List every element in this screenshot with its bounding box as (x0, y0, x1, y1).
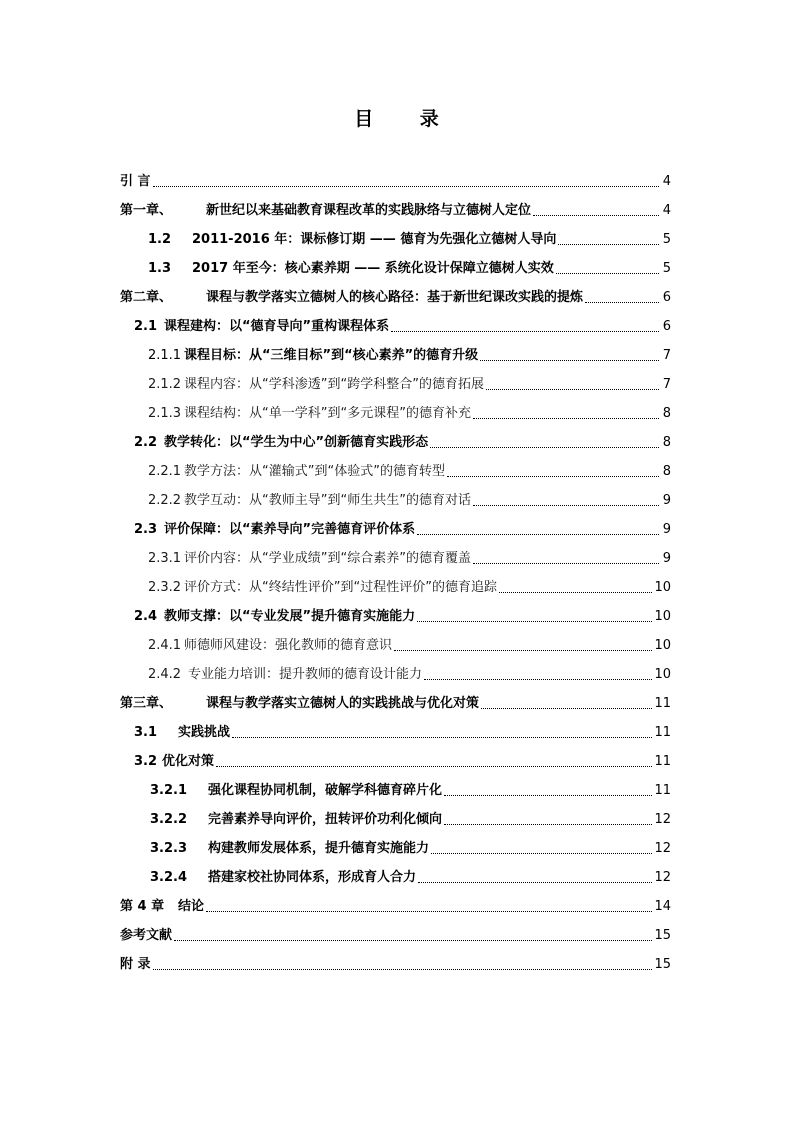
toc-title: 目 录 (354, 108, 459, 130)
toc-entry-label (120, 174, 151, 190)
toc-page-number: 8 (662, 464, 671, 479)
toc-entry-text: 参考文献 (120, 928, 173, 943)
toc-entry-label (148, 232, 556, 248)
toc-leader (391, 321, 659, 332)
toc-entry[interactable] (120, 741, 671, 770)
toc-entry[interactable] (120, 886, 671, 915)
toc-entry-label (134, 319, 389, 335)
toc-entry-number: 第二章、 (120, 290, 173, 305)
toc-leader (418, 872, 652, 883)
toc-entry[interactable] (120, 219, 671, 248)
toc-entry-label (148, 377, 484, 393)
toc-entry-label (148, 261, 554, 277)
toc-leader (206, 901, 652, 912)
toc-entry[interactable] (120, 799, 671, 828)
toc-page-number: 9 (662, 522, 671, 537)
toc-entry[interactable] (120, 277, 671, 306)
toc-entry-number: 3.2 (134, 754, 158, 769)
toc-entry-text: 课程结构：从“单一学科”到“多元课程”的德育补充 (184, 406, 471, 421)
toc-entry[interactable] (120, 364, 671, 393)
toc-entry[interactable] (120, 190, 671, 219)
toc-entry[interactable] (120, 915, 671, 944)
toc-page-number: 15 (654, 957, 671, 972)
toc-entry-number: 1.3 (148, 261, 172, 276)
toc-entry-number: 2.2.1 (148, 464, 182, 479)
toc-leader (473, 408, 659, 419)
toc-entry-number: 3.2.2 (150, 812, 188, 827)
toc-entry[interactable] (120, 683, 671, 712)
toc-leader (394, 640, 652, 651)
toc-entry[interactable] (120, 654, 671, 683)
toc-page-number: 10 (654, 638, 671, 653)
toc-entry-label (150, 812, 442, 828)
toc-entry-number: 3.2.3 (150, 841, 188, 856)
toc-leader (430, 437, 659, 448)
toc-entry-text: 教学互动：从“教师主导”到“师生共生”的德育对话 (184, 493, 471, 508)
toc-entry-number: 2.1.1 (148, 348, 182, 363)
toc-leader (424, 669, 652, 680)
toc-page-number: 11 (654, 783, 671, 798)
toc-leader (431, 843, 652, 854)
toc-entry-label (134, 754, 214, 770)
toc-leader (447, 466, 659, 477)
toc-entry-label (120, 203, 531, 219)
toc-entry-label (134, 609, 415, 625)
toc-entry[interactable] (120, 944, 671, 973)
toc-entry-text: 强化课程协同机制，破解学科德育碎片化 (208, 783, 443, 798)
toc-leader (444, 785, 652, 796)
toc-entry[interactable] (120, 770, 671, 799)
toc-page-number: 5 (662, 261, 671, 276)
toc-entry[interactable] (120, 712, 671, 741)
toc-entry-number: 2.4.1 (148, 638, 182, 653)
toc-leader (444, 814, 652, 825)
toc-page-number: 10 (654, 667, 671, 682)
toc-entry[interactable] (120, 393, 671, 422)
toc-entry[interactable] (120, 422, 671, 451)
toc-entry-number: 2.2.2 (148, 493, 182, 508)
toc-entry-text: 课程目标：从“三维目标”到“核心素养”的德育升级 (184, 348, 479, 363)
toc-entry[interactable] (120, 567, 671, 596)
toc-entry-number: 3.2.1 (150, 783, 188, 798)
toc-entry-number: 2.3 (134, 522, 158, 537)
toc-entry-text: 课程建构：以“德育导向”重构课程体系 (164, 319, 390, 334)
toc-page-number: 12 (654, 841, 671, 856)
toc-entry-label (148, 580, 497, 596)
toc-page-number: 6 (662, 319, 671, 334)
toc-entry-number: 第一章、 (120, 203, 173, 218)
toc-entry-number: 2.3.1 (148, 551, 182, 566)
toc-leader (473, 553, 659, 564)
toc-entry-label (120, 899, 204, 915)
toc-entry-label (134, 522, 415, 538)
toc-entry-number: 2.1.2 (148, 377, 182, 392)
toc-entry-label (120, 290, 583, 306)
toc-entry-number: 第三章、 (120, 696, 173, 711)
toc-entry-label (148, 638, 392, 654)
toc-leader (153, 176, 659, 187)
toc-entry-label (148, 348, 478, 364)
toc-entry-number: 3.1 (134, 725, 158, 740)
toc-entry-label (148, 667, 422, 683)
toc-entry-text: 专业能力培训：提升教师的德育设计能力 (188, 667, 423, 682)
toc-entry[interactable] (120, 335, 671, 364)
toc-entry-number: 第 4 章 (120, 899, 165, 914)
toc-leader (153, 959, 653, 970)
toc-leader (499, 582, 653, 593)
toc-page-number: 11 (654, 725, 671, 740)
toc-entry[interactable] (120, 625, 671, 654)
toc-page-number: 11 (654, 696, 671, 711)
toc-leader (216, 756, 652, 767)
toc-leader (585, 292, 659, 303)
toc-entry[interactable] (120, 480, 671, 509)
toc-entry-text: 新世纪以来基础教育课程改革的实践脉络与立德树人定位 (206, 203, 532, 218)
toc-entry-number: 2.2 (134, 435, 158, 450)
toc-leader (486, 379, 659, 390)
toc-entry-text: 引 言 (120, 174, 151, 189)
toc-page-number: 14 (654, 899, 671, 914)
toc-entry-number: 2.4 (134, 609, 158, 624)
toc-page-number: 8 (662, 406, 671, 421)
toc-entry-text: 课程内容：从“学科渗透”到“跨学科整合”的德育拓展 (184, 377, 484, 392)
toc-entry-label (148, 406, 471, 422)
toc-leader (232, 727, 652, 738)
toc-leader (481, 698, 652, 709)
toc-page-number: 5 (662, 232, 671, 247)
toc-entry-text: 完善素养导向评价，扭转评价功利化倾向 (208, 812, 443, 827)
table-of-contents (120, 161, 671, 973)
toc-entry-text: 课程与教学落实立德树人的实践挑战与优化对策 (206, 696, 480, 711)
toc-entry-text: 2011-2016 年：课标修订期 —— 德育为先强化立德树人导向 (192, 232, 557, 247)
toc-entry[interactable] (120, 509, 671, 538)
toc-entry-text: 评价内容：从“学业成绩”到“综合素养”的德育覆盖 (184, 551, 471, 566)
toc-leader (533, 205, 659, 216)
toc-leader (556, 263, 659, 274)
toc-entry-text: 构建教师发展体系，提升德育实施能力 (208, 841, 430, 856)
toc-page-number: 8 (662, 435, 671, 450)
toc-entry[interactable] (120, 596, 671, 625)
toc-entry-text: 搭建家校社协同体系，形成育人合力 (208, 870, 417, 885)
toc-page-number: 7 (662, 348, 671, 363)
toc-entry-number: 2.3.2 (148, 580, 182, 595)
toc-page-number: 15 (654, 928, 671, 943)
toc-entry-text: 结论 (178, 899, 205, 914)
toc-entry[interactable] (120, 857, 671, 886)
toc-page-number: 12 (654, 812, 671, 827)
toc-page-number: 7 (662, 377, 671, 392)
toc-leader (417, 524, 659, 535)
toc-leader (480, 350, 659, 361)
toc-entry[interactable] (120, 161, 671, 190)
toc-entry[interactable] (120, 306, 671, 335)
toc-entry[interactable] (120, 248, 671, 277)
toc-page-number: 12 (654, 870, 671, 885)
toc-page-number: 10 (654, 609, 671, 624)
toc-entry-label (120, 928, 172, 944)
toc-entry-number: 1.2 (148, 232, 172, 247)
toc-entry-text: 教师支撑：以“专业发展”提升德育实施能力 (164, 609, 416, 624)
toc-entry[interactable] (120, 538, 671, 567)
toc-entry-label (150, 841, 429, 857)
toc-entry[interactable] (120, 451, 671, 480)
toc-entry-text: 教学方法：从“灌输式”到“体验式”的德育转型 (184, 464, 445, 479)
toc-entry-label (134, 435, 428, 451)
toc-page-number: 9 (662, 493, 671, 508)
toc-entry-label (148, 464, 445, 480)
toc-page-number: 6 (662, 290, 671, 305)
toc-entry-text: 附 录 (120, 957, 151, 972)
toc-entry-label (148, 551, 471, 567)
toc-entry-text: 评价方式：从“终结性评价”到“过程性评价”的德育追踪 (184, 580, 497, 595)
toc-page-number: 10 (654, 580, 671, 595)
toc-entry-number: 2.1.3 (148, 406, 182, 421)
toc-entry-text: 优化对策 (162, 754, 215, 769)
toc-page-number: 11 (654, 754, 671, 769)
toc-entry-label (150, 783, 442, 799)
toc-leader (174, 930, 652, 941)
toc-page-number: 4 (662, 203, 671, 218)
toc-entry-number: 3.2.4 (150, 870, 188, 885)
toc-leader (473, 495, 659, 506)
toc-entry-text: 教学转化：以“学生为中心”创新德育实践形态 (164, 435, 429, 450)
toc-page-number: 4 (662, 174, 671, 189)
toc-entry[interactable] (120, 828, 671, 857)
toc-entry-label (120, 957, 151, 973)
toc-entry-text: 评价保障：以“素养导向”完善德育评价体系 (164, 522, 416, 537)
toc-entry-text: 课程与教学落实立德树人的核心路径：基于新世纪课改实践的提炼 (206, 290, 584, 305)
toc-entry-text: 师德师风建设：强化教师的德育意识 (184, 638, 393, 653)
toc-entry-label (150, 870, 416, 886)
toc-leader (558, 234, 659, 245)
toc-entry-number: 2.1 (134, 319, 158, 334)
toc-entry-text: 实践挑战 (178, 725, 231, 740)
toc-page-number: 9 (662, 551, 671, 566)
toc-entry-text: 2017 年至今：核心素养期 —— 系统化设计保障立德树人实效 (192, 261, 554, 276)
toc-entry-label (120, 696, 479, 712)
toc-entry-label (134, 725, 230, 741)
toc-leader (417, 611, 652, 622)
toc-entry-number: 2.4.2 (148, 667, 182, 682)
toc-entry-label (148, 493, 471, 509)
